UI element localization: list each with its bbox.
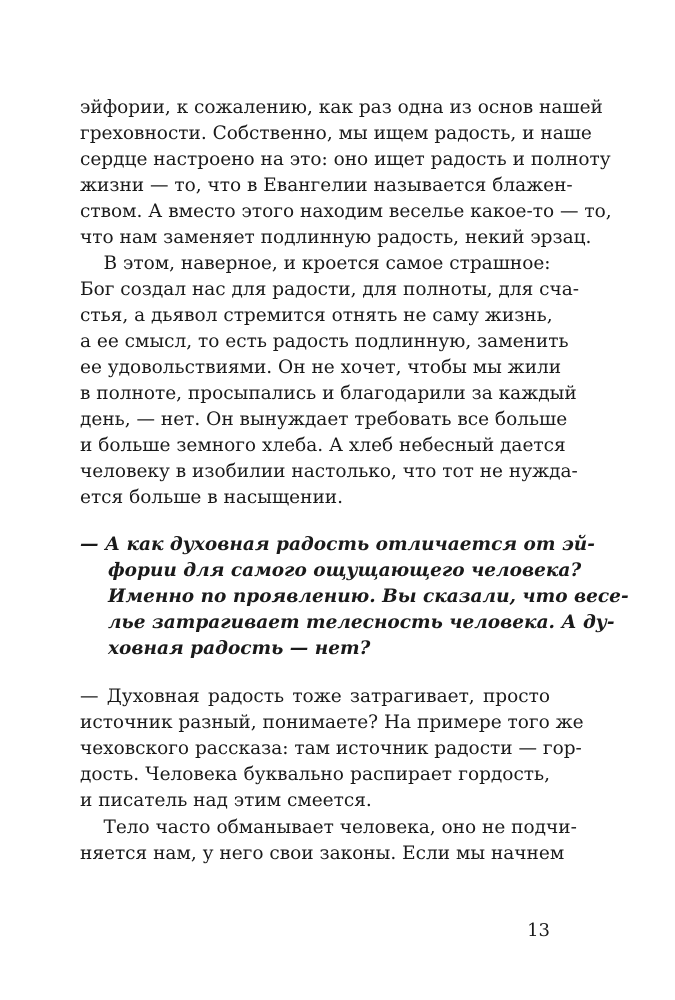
text-line: ее удовольствиями. Он не хочет, чтобы мы жили (80, 357, 562, 378)
text-line: жизни — то, что в Евангелии называется блажен- (80, 175, 573, 196)
text-line: В этом, наверное, и кроется самое страшное: (80, 253, 551, 274)
text-line: греховности. Собственно, мы ищем радость, и наше (80, 123, 592, 144)
text-line: ется больше в насыщении. (80, 487, 343, 508)
text-line: Тело часто обманывает человека, оно не подчи- (80, 817, 577, 838)
text-line: в полноте, просыпались и благодарили за каждый (80, 383, 577, 404)
text-line: ством. А вместо этого находим веселье какое-то — то, (80, 201, 612, 222)
question-line: лье затрагивает телесность человека. А ду- (108, 612, 615, 633)
question-line: Именно по проявлению. Вы сказали, что весе- (108, 586, 629, 607)
question-line: — А как духовная радость отличается от эй- (80, 534, 595, 555)
text-line: и больше земного хлеба. А хлеб небесный дается (80, 435, 566, 456)
text-line: Бог создал нас для радости, для полноты, для сча- (80, 279, 580, 300)
text-line: чеховского рассказа: там источник радости — гор- (80, 738, 582, 759)
question-line: фории для самого ощущающего человека? (108, 560, 582, 581)
question-line: ховная радость — нет? (108, 638, 371, 659)
paragraph-fear (80, 251, 580, 511)
paragraph-body (80, 815, 577, 867)
text-line: эйфории, к сожалению, как раз одна из основ нашей (80, 97, 603, 118)
text-line: день, — нет. Он вынуждает требовать все больше (80, 409, 568, 430)
text-line: — Духовная радость тоже затрагивает, просто (80, 686, 550, 707)
text-line: а ее смысл, то есть радость подлинную, заменить (80, 331, 569, 352)
text-line: и писатель над этим смеется. (80, 790, 372, 811)
text-line: няется нам, у него свои законы. Если мы начнем (80, 843, 565, 864)
page-number: 13 (527, 920, 550, 941)
text-line: сердце настроено на это: оно ищет радость и полноту (80, 149, 611, 170)
interview-answer (80, 684, 584, 814)
text-line: человеку в изобилии настолько, что тот не нужда- (80, 461, 578, 482)
text-line: стья, а дьявол стремится отнять не саму жизнь, (80, 305, 553, 326)
text-line: дость. Человека буквально распирает гордость, (80, 764, 550, 785)
text-line: источник разный, понимаете? На примере того же (80, 712, 584, 733)
text-line: что нам заменяет подлинную радость, некий эрзац. (80, 227, 592, 248)
paragraph-euphoria (80, 95, 612, 251)
interview-question (80, 532, 629, 662)
